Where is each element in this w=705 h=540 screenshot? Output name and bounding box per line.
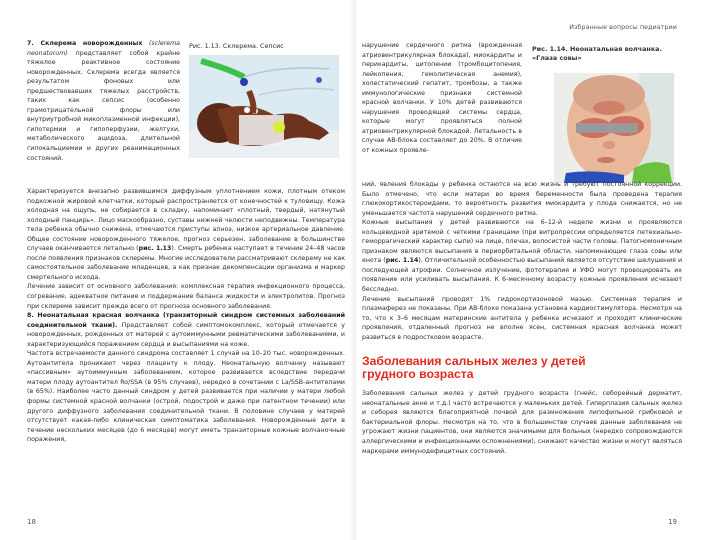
sclerema-description-text: Характеризуется внезапно развившимся диффузным уплотнением кожи, плотным отеком подкожной жировой клетчатки, который распространяется от конечностей к туловищу. Кожа холодная на ощупь, не собирается в складку, напоминает «плотный, твердый, натянутый холодный панцирь». Лицо маскообразно, суставы нижней челюсти неподвижны. Температура тела ребенка обычно снижена, отмечаются приступы апноэ, низкое артериальное давление. Общее состояние новорожденного тяжелое, прогноз серьезен, заболевание в большинстве случаев оканчивается летально ( <box>27 188 345 253</box>
neonatal-lupus-infant-photo <box>554 73 674 183</box>
lupus-frequency-paragraph: Частота встречаемости данного синдрома составляет 1 случай на 10–20 тыс. новорожденных. Аутоантитела проникают через плаценту к плоду. Неонатальную волчанку называют «пассивным» аутоиммунным заболеванием, которое развивается вследствие передачи матери плоду аутоантител Ro/SSA (в 95% случаев), нередко в сочетании с La/SSB-антителами (в 65%). Наиболее часто данный синдром у детей развивается при наличии у матери любой формы системной красной волчанки (острой, подострой и даже при латентном течении) или другого диффузного заболевания соединительной ткани. В половине случаев у матерей отсутствует какая-либо клиническая симптоматика заболевания. Новорожденные дети в течение нескольких месяцев (до 6 месяцев) могут иметь транзиторные кожные волчаночные поражения, <box>27 350 345 444</box>
sclerema-heading: 7. Склерема новорожденных <box>27 40 143 47</box>
sebaceous-glands-paragraph: Заболевания сальных желез у детей грудного возраста (гнейс, себорейный дерматит, неонатальные акне и т.д.) часто встречаются у маленьких детей. Гиперплазия сальных желез и себорея являются благоприятной почвой для размножения липофильной грибковой и бактериальной флоры. Несмотря на то, что в большинстве случаев данные заболевания не угрожают жизни пациентов, они являются значимыми для больных (нередко сопровождаются аллергическими и инфекционными осложнениями), снижают качество жизни и могут являться маркерами иммунодефицитных состояний. <box>362 390 682 455</box>
figure-1-14-caption-line1: Рис. 1.14. Неонатальная волчанка. <box>532 45 662 53</box>
figure-1-13-reference: рис. 1.13 <box>138 245 172 253</box>
left-page-top-column <box>27 39 180 163</box>
section-title-line2: грудного возраста <box>362 367 474 382</box>
lupus-treatment-paragraph: Лечение высыпаний проводят 1% гидрокортизоновой мазью. Системная терапия и плазмаферез не показаны. При АВ-блоке показана установка кардиостимулятора. Несмотря на то, что к 3–6 месяцам материнские антитела у ребенка исчезают и проходят клинические проявления, отдаленный прогноз не вполне ясен, системная красная волчанка может развиться в подростковом возрасте. <box>362 295 682 341</box>
figure-1-14-reference: рис. 1.14 <box>385 257 419 265</box>
skin-rash-text: Кожные высыпания у детей развиваются на 6–12-й неделе жизни и проявляются кольцевидной эритемой с четкими границами (при витропрессии определяется петехиально-геморрагический характер сыпи) на лице, плечах, волосистой части головы. Патогномоничным признаком являются высыпания в периорбитальной области, напоминающие глаза совы или енота ( <box>362 219 682 265</box>
heart-block-paragraph: ний, явления блокады у ребенка остаются на всю жизнь и требуют постоянной коррекции. Было отмечено, что если матери во время беременности была проведена терапия глюкокортикостероидами, то вероятность развития миокардита у плода снижается, но не уменьшается частота нарушений сердечного ритма. <box>362 181 682 217</box>
sclerema-intro-paragraph <box>27 39 180 163</box>
right-page-top-column <box>362 41 522 156</box>
figure-1-14 <box>532 45 702 183</box>
right-page-body <box>362 180 682 456</box>
sclerema-treatment-paragraph: Лечение зависит от основного заболевания: комплексная терапия инфекционного процесса, согревание, адекватное питание и поддержание баланса жидкости и электролитов. Прогноз при склереме зависит прежде всего от прогноза основного заболевания. <box>27 283 345 310</box>
sclerema-description-paragraph <box>27 187 345 282</box>
page-number-left: 18 <box>27 518 36 526</box>
figure-1-13 <box>189 42 349 158</box>
running-head: Избранные вопросы педиатрии <box>569 24 677 31</box>
sclerema-latin-name: (sclerema neonatorum) <box>27 40 180 57</box>
lupus-continuation-paragraph: нарушение сердечного ритма (врожденная атриовентрикулярная блокада), миокардиты и перикардиты, цитопении (тромбоцитопения, лейкопения, гемолитическая анемия), холестатический гепатит, тромбозы, а также иммунологические признаки системной красной волчанки. У 10% детей развиваются нарушения проводящей системы сердца, которые могут проявляться полной атриовентрикулярной блокадой. Летальность в случае АВ-блока составляет до 20%. В отличие от кожных проявле- <box>362 42 522 155</box>
sclerema-intro-text: представляет собой крайне тяжелое реактивное состояние новорожденных. Склерема всегда является результатом фоновых или предшествовавших тяжелых расстройств, таких как сепсис (особенно грамотрицательной флоры или внутриутробной микоплазменной инфекции), гипотермии и гипоперфузии, желтухи, метаболического ацидоза, длительной гипокальциемии и других реанимационных состояний. <box>27 49 180 162</box>
figure-1-14-caption-line2: «Глаза совы» <box>532 54 582 62</box>
left-page-body <box>27 187 345 445</box>
sclerema-sepsis-photo <box>189 55 339 158</box>
figure-1-13-caption: Рис. 1.13. Склерема. Сепсис <box>189 42 284 50</box>
skin-rash-paragraph <box>362 218 682 294</box>
skin-rash-text-end: ). Отличительной особенностью высыпаний является отсутствие шелушения и последующей атрофии. Солнечное излучение, фототерапия и УФО могут провоцировать их появление или усиливать высыпания. К 6-месячному возрасту кожные проявления исчезают бесследно. <box>362 257 683 294</box>
book-gutter <box>350 0 358 540</box>
lupus-intro-text: Представляет собой симптомокомплекс, который отмечается у новорожденных, рожденных от матерей с аутоиммунными ревматическими заболеваниями, и характеризующийся поражением сердца и высыпаниями на коже. <box>27 321 345 348</box>
page-number-right: 19 <box>668 518 677 526</box>
lupus-intro-paragraph <box>27 311 345 349</box>
section-title-sebaceous-glands <box>362 355 682 381</box>
sclerema-description-text-end: ). Смерть ребенка наступает в течение 24–48 часов после появления признаков склеремы. Многие исследователи рассматривают склерему не как самостоятельное заболевание младенцев, а как признак декомпенсации организма и маркер смертельного исхода. <box>27 245 346 281</box>
lupus-heading: 8. Неонатальная красная волчанка (транзиторный синдром системных заболеваний соединительной ткани). <box>27 312 345 329</box>
section-title-line1: Заболевания сальных желез у детей <box>362 354 586 369</box>
